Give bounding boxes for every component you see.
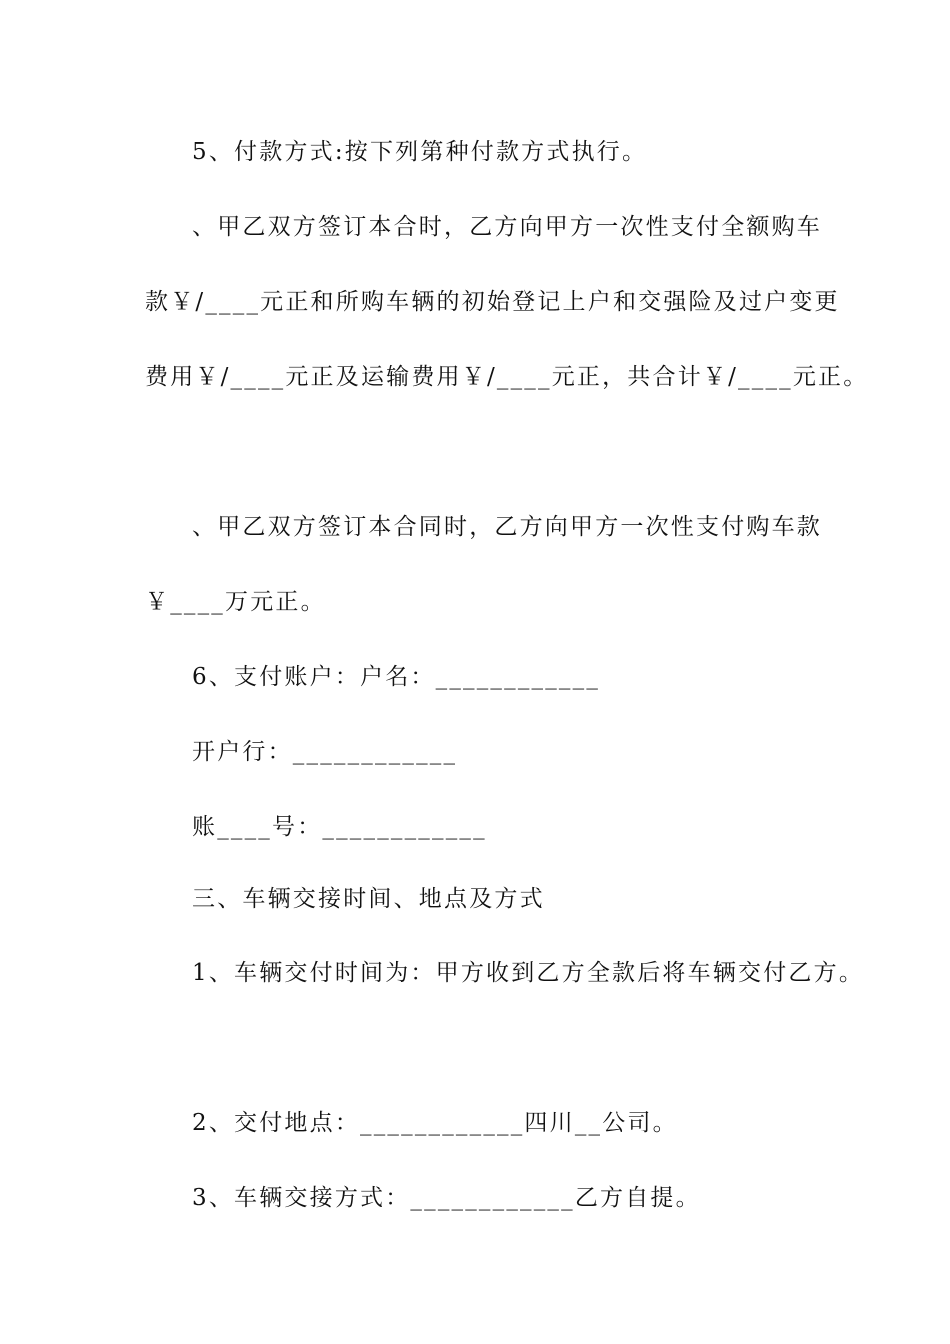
payment-account-name: 6、支付账户：户名：____________	[192, 664, 601, 690]
delivery-time-clause: 1、车辆交付时间为：甲方收到乙方全款后将车辆交付乙方。	[192, 960, 865, 986]
option-one-line-1: 、甲乙双方签订本合时，乙方向甲方一次性支付全额购车	[192, 214, 822, 240]
option-two-line-1: 、甲乙双方签订本合同时，乙方向甲方一次性支付购车款	[192, 514, 822, 540]
option-one-line-2: 款￥/____元正和所购车辆的初始登记上户和交强险及过户变更	[145, 289, 840, 315]
delivery-place-clause: 2、交付地点：____________四川__公司。	[192, 1110, 678, 1136]
option-two-line-2: ￥____万元正。	[145, 589, 326, 615]
section-three-heading: 三、车辆交接时间、地点及方式	[192, 886, 545, 912]
payment-method-heading: 5、付款方式:按下列第种付款方式执行。	[192, 139, 648, 165]
payment-account-number: 账____号：____________	[192, 814, 487, 840]
payment-account-bank: 开户行：____________	[192, 739, 458, 765]
delivery-method-clause: 3、车辆交接方式：____________乙方自提。	[192, 1185, 701, 1211]
option-one-line-3: 费用￥/____元正及运输费用￥/____元正，共合计￥/____元正。	[145, 364, 869, 390]
